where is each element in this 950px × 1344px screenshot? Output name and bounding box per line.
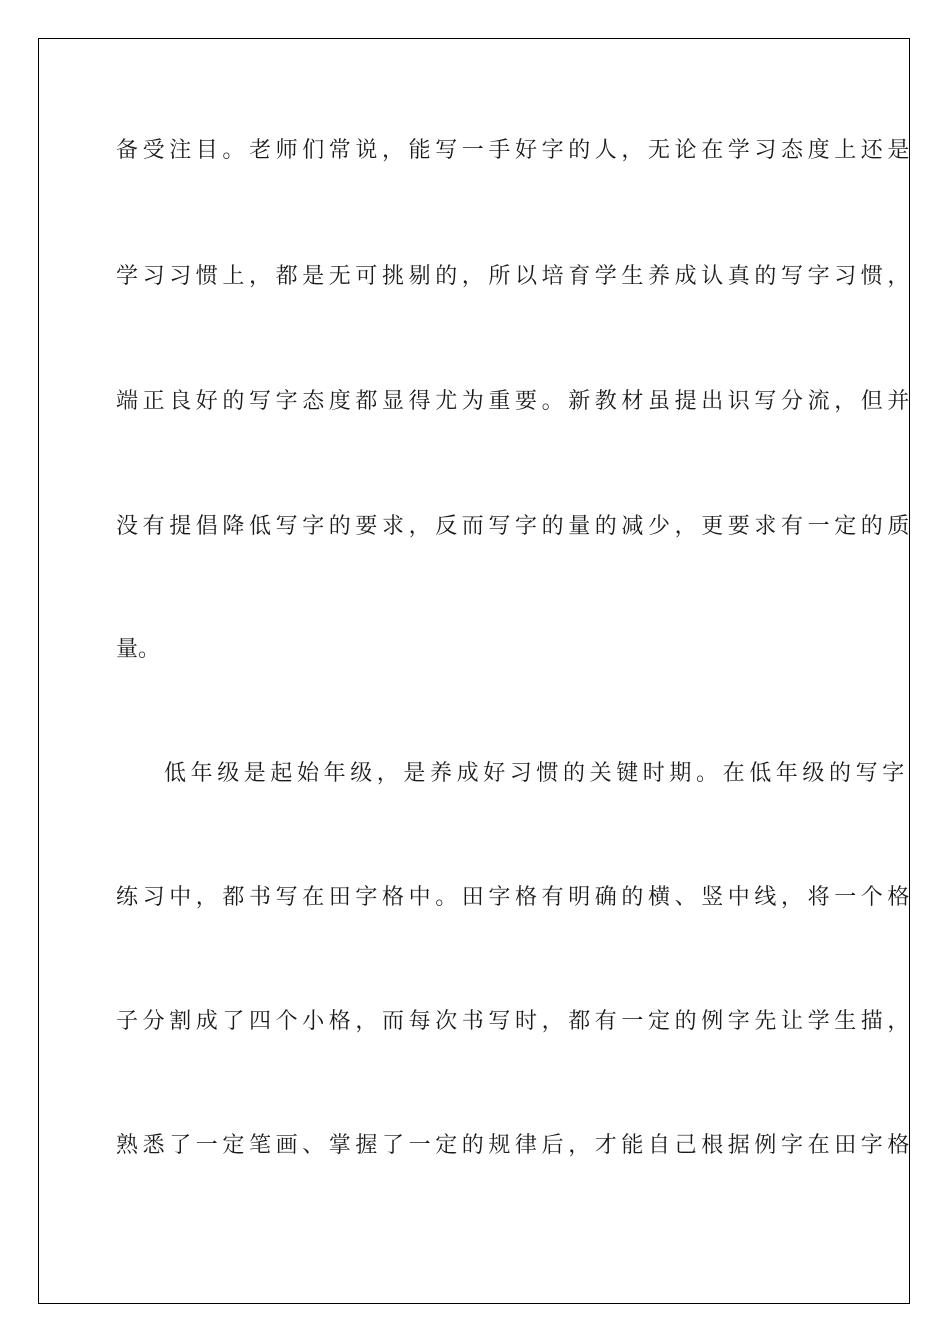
text-line-7: 练习中，都书写在田字格中。田字格有明确的横、竖中线，将一个格 (116, 885, 915, 910)
text-line-9: 熟悉了一定笔画、掌握了一定的规律后，才能自己根据例字在田字格 (116, 1133, 915, 1158)
text-line-3: 端正良好的写字态度都显得尤为重要。新教材虽提出识写分流，但并 (116, 389, 915, 414)
text-line-4: 没有提倡降低写字的要求，反而写字的量的减少，更要求有一定的质 (116, 514, 915, 539)
text-line-6: 低年级是起始年级，是养成好习惯的关键时期。在低年级的写字 (164, 761, 909, 786)
text-line-8: 子分割成了四个小格，而每次书写时，都有一定的例字先让学生描， (116, 1009, 915, 1034)
text-line-5: 量。 (116, 637, 161, 662)
page-border (38, 38, 915, 1304)
text-line-1: 备受注目。老师们常说，能写一手好字的人，无论在学习态度上还是 (116, 138, 915, 163)
text-line-2: 学习习惯上，都是无可挑剔的，所以培育学生养成认真的写字习惯， (116, 264, 915, 289)
